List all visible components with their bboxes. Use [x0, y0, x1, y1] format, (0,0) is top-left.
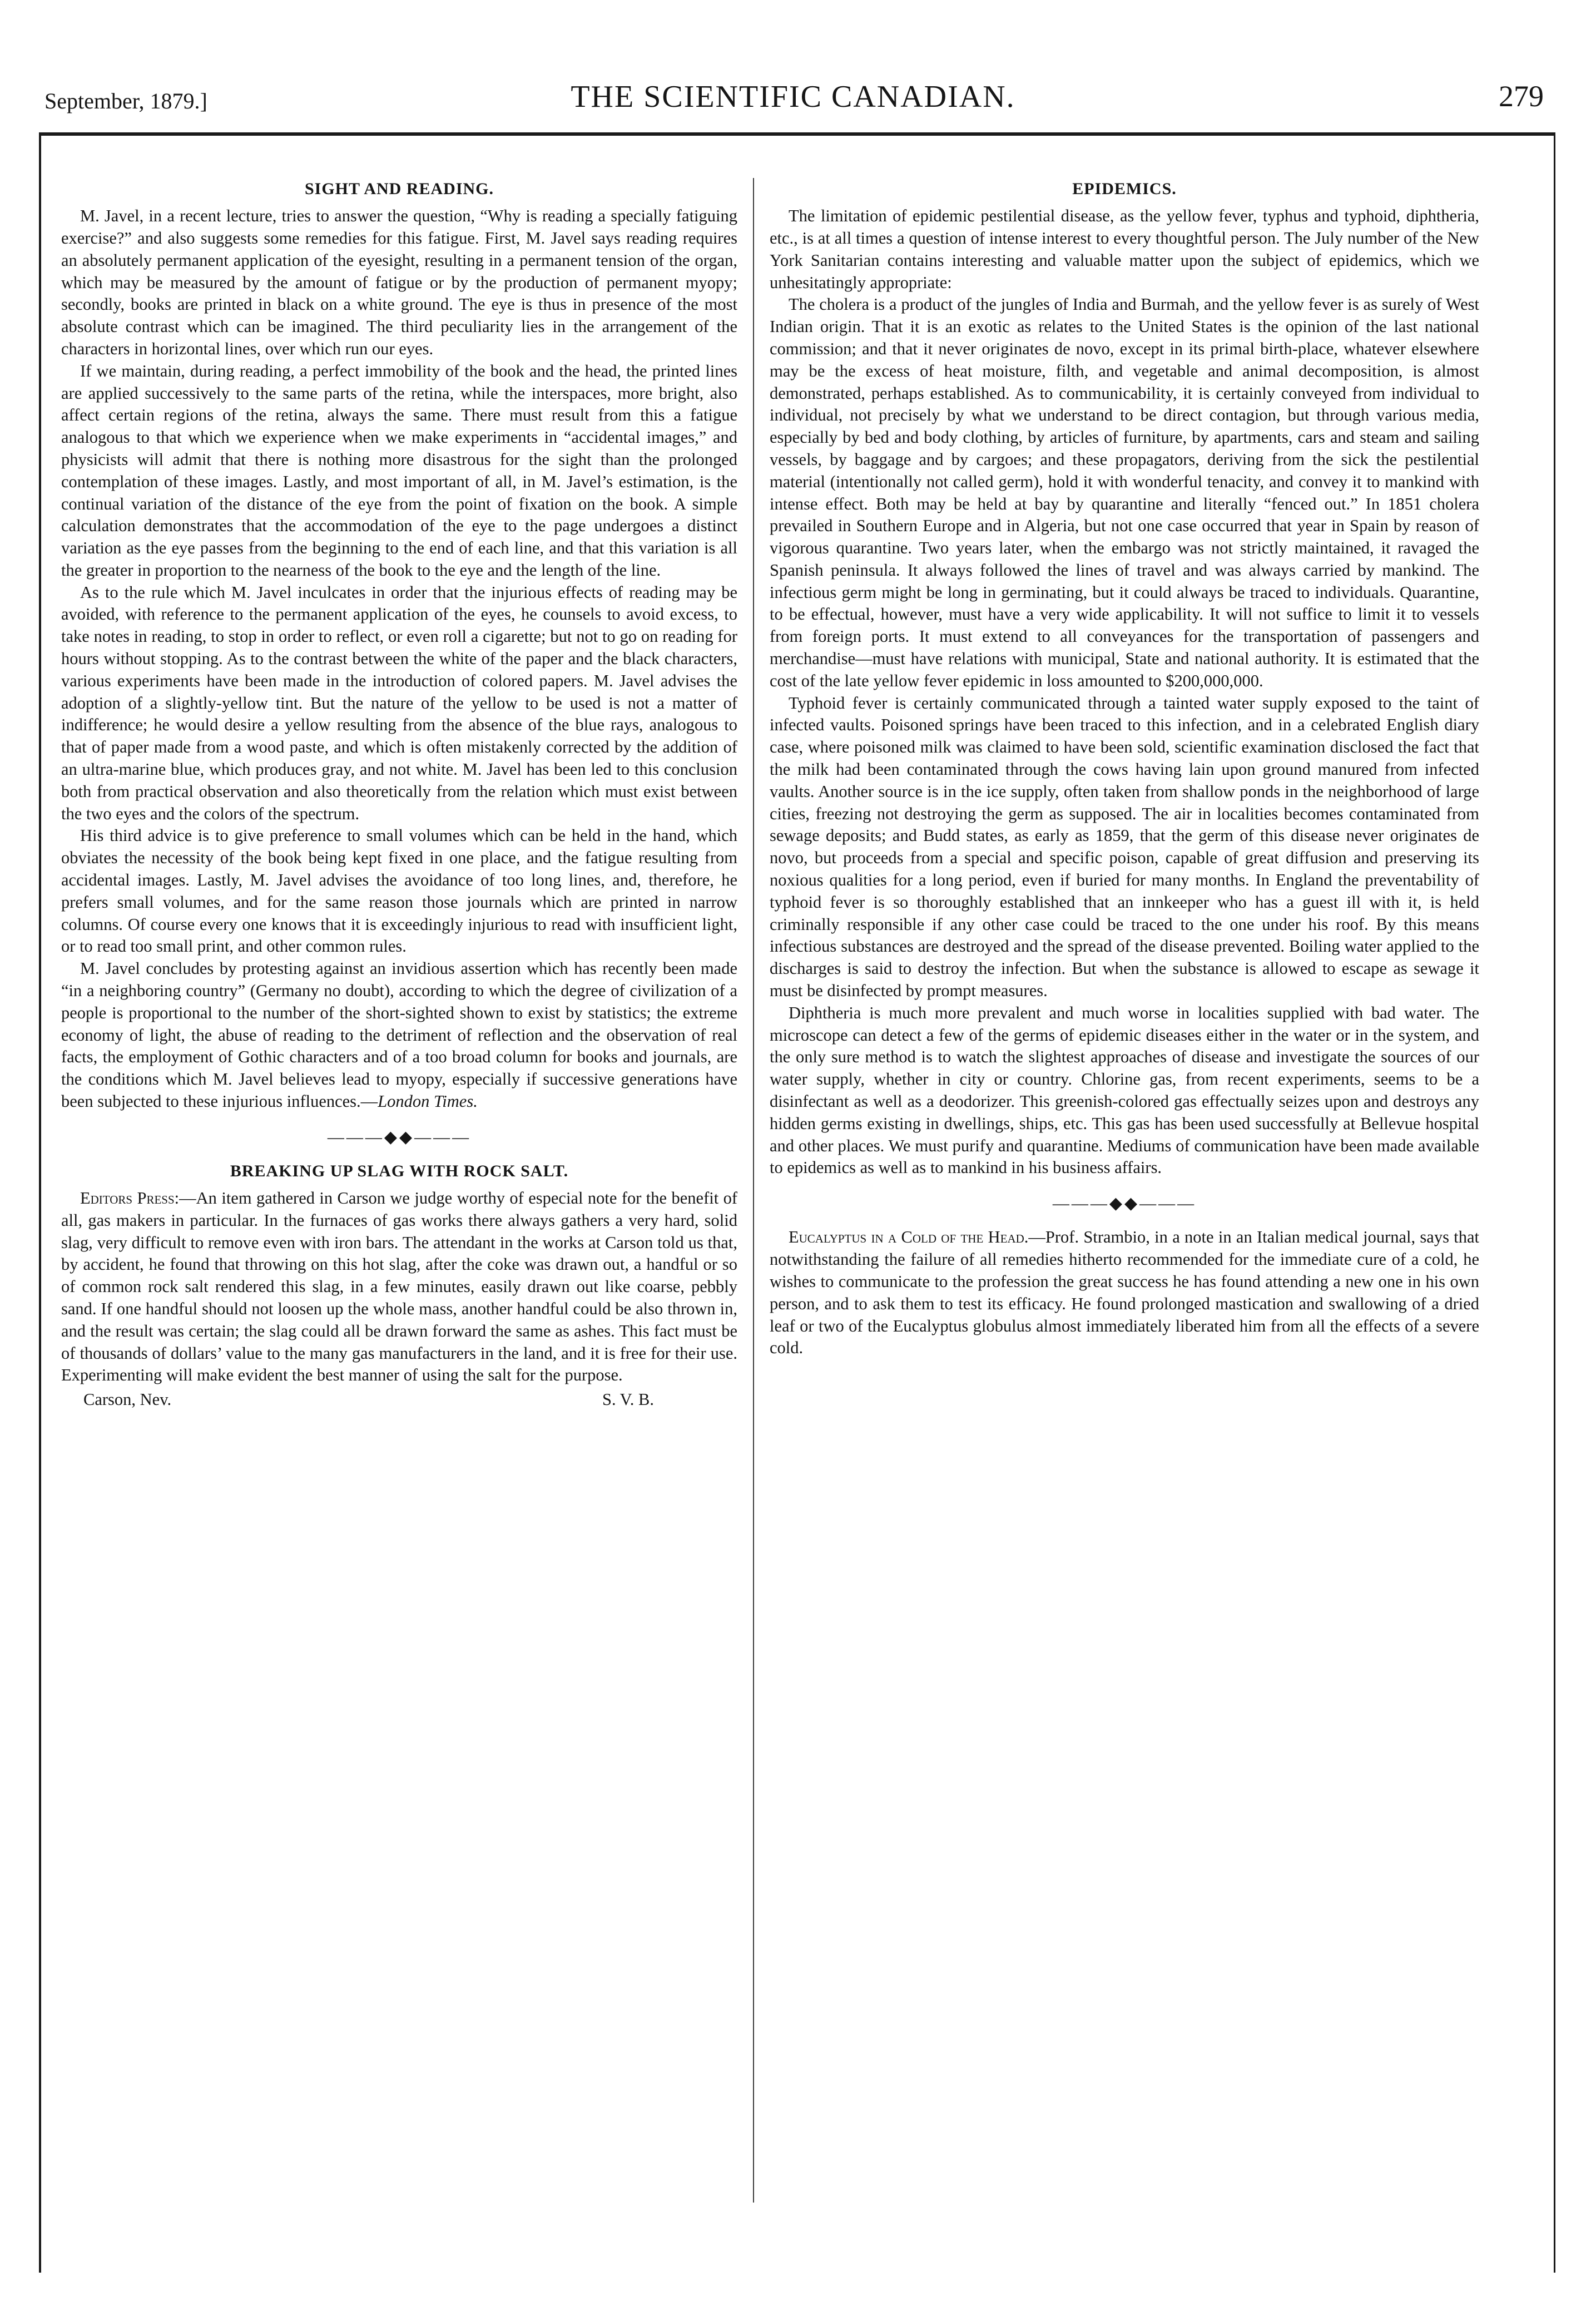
- article-paragraph: His third advice is to give preference to small volumes which can be held in the hand, which obviates the necessity of the book being kept fixed in one place, and the fatigue resulting from accidental images. Lastly, M. Javel advises the avoidance of too long lines, and, therefore, he prefers small volumes, and for the same reason those journals which are printed in narrow columns. Of course every one knows that it is exceedingly injurious to read with insufficient light, or to read too small print, and other common rules.: [61, 826, 737, 956]
- article-paragraph: M. Javel, in a recent lecture, tries to answer the question, “Why is reading a specially fatiguing exercise?” and also suggests some remedies for this fatigue. First, M. Javel says reading requires an absolutely permanent application of the eyesight, resulting in a permanent tension of the organ, which may be measured by the amount of fatigue or by the production of permanent myopy; secondly, books are printed in black on a white ground. The eye is thus in presence of the most absolute contrast which can be imagined. The third peculiarity lies in the arrangement of the characters in horizontal lines, over which run our eyes.: [61, 206, 737, 358]
- right-column: [770, 178, 1479, 2258]
- journal-title: THE SCIENTIFIC CANADIAN.: [571, 80, 1015, 114]
- article-paragraph: Typhoid fever is certainly communicated through a tainted water supply exposed to the taint of infected vaults. Poisoned springs have been traced to this infection, and in a celebrated English diary case, where poisoned milk was claimed to have been sold, scientific examination disclosed the fact that the milk had been contaminated through the cows having lain upon ground manured from infected vaults. Another source is in the ice supply, often taken from shallow ponds in the neighborhood of large cities, freezing not destroying the germ as supposed. The air in localities becomes contaminated from sewage deposits; and Budd states, as early as 1859, that the germ of this disease never originates de novo, but proceeds from a special and specific poison, capable of great diffusion and preserving its noxious qualities for a long period, even if buried for many months. In England the preventability of typhoid fever is so thoroughly established that an innkeeper who has a guest ill with it, is held criminally responsible if any other case could be traced to the one under his roof. By this means infectious substances are destroyed and the spread of the disease prevented. Boiling water applied to the discharges is said to destroy the infection. But when the substance is allowed to escape as sewage it must be disinfected by prompt measures.: [770, 693, 1479, 1001]
- article-source: London Times.: [378, 1092, 478, 1111]
- column-rule: [753, 178, 754, 2203]
- article-paragraph: The cholera is a product of the jungles of India and Burmah, and the yellow fever is as surely of West Indian origin. That it is an exotic as relates to the United States is the opinion of the last national commission; and that it never originates de novo, except in its primal birth-place, whatever elsewhere may be the excess of heat moisture, filth, and vegetable and animal decomposition, is almost demonstrated, perhaps established. As to communicability, it is certainly conveyed from individual to individual, not precisely by what we understand to be direct contagion, but through various media, especially by bed and body clothing, by articles of furniture, by apartments, cars and steam and sailing vessels, by baggage and by cargoes; and these propagators, deriving from the sick the pestilential material (intentionally not called germ), hold it with wonderful tenacity, and convey it to mankind with intense effect. Both may be held at bay by quarantine and literally “fenced out.” In 1851 cholera prevailed in Southern Europe and in Algeria, but not one case occurred that year in Spain by reason of vigorous quarantine. Two years later, when the embargo was not strictly maintained, it ravaged the Spanish peninsula. It always followed the lines of travel and was always carried by mankind. The infectious germ might be long in germinating, but it could always be traced to individuals. Quarantine, to be effectual, however, must have a very wide applicability. It will not suffice to limit it to vessels from foreign ports. It must extend to all conveyances for the transportation of passengers and merchandise—must have relations with municipal, State and national authority. It is estimated that the cost of the late yellow fever epidemic in loss amounted to $200,000,000.: [770, 295, 1479, 690]
- article-title-breaking-up-slag: BREAKING UP SLAG WITH ROCK SALT.: [230, 1161, 569, 1180]
- letter-salutation: Editors Press:: [80, 1189, 180, 1208]
- eucalyptus-paragraph: [770, 1226, 1479, 1359]
- article-paragraph: As to the rule which M. Javel inculcates in order that the injurious effects of reading may be avoided, with reference to the permanent application of the eyes, he counsels to avoid excess, to take notes in reading, to stop in order to reflect, or even roll a cigarette; but not to go on reading for hours without stopping. As to the contrast between the white of the paper and the black characters, various experiments have been made in the introduction of colored papers. M. Javel advises the adoption of a slightly-yellow tint. But the nature of the yellow to be used is not a matter of indifference; he would desire a yellow resulting from the absence of the blue rays, analogous to that of paper made from a wood paste, and which is often mistakenly corrected by the addition of an ultra-marine blue, which produces gray, and not white. M. Javel has been led to this conclusion both from practical observation and also theoretically from the relation which must exist between the two eyes and the colors of the spectrum.: [61, 582, 737, 823]
- letter-place: Carson, Nev.: [83, 1390, 172, 1409]
- letter-signature: S. V. B.: [602, 1390, 654, 1409]
- letter-paragraph: [61, 1187, 737, 1387]
- page-number: 279: [1499, 80, 1544, 113]
- issue-date: September, 1879.]: [44, 88, 207, 113]
- ornament-divider: ———◆◆———: [327, 1127, 472, 1146]
- left-column: [61, 178, 737, 2258]
- ornament-divider: ———◆◆———: [1052, 1194, 1197, 1213]
- article-paragraph: Diphtheria is much more prevalent and much worse in localities supplied with bad water. The microscope can detect a few of the germs of epidemic diseases either in the water or in the system, and the only sure method is to watch the slightest approaches of disease and investigate the sources of our water supply, whether in city or country. Chlorine gas, from recent experiments, seems to be a disinfectant as well as a deodorizer. This greenish-colored gas effectually seizes upon and destroys any hidden germs existing in dwellings, ships, etc. This gas has been used successfully at Bellevue hospital and other places. We must purify and quarantine. Mediums of communication have been made available to epidemics as well as to mankind in his business affairs.: [770, 1003, 1479, 1177]
- article-paragraph: The limitation of epidemic pestilential disease, as the yellow fever, typhus and typhoid, diphtheria, etc., is at all times a question of intense interest to every thoughtful person. The July number of the New York Sanitarian contains interesting and valuable matter upon the subject of epidemics, which we unhesitatingly appropriate:: [770, 206, 1479, 292]
- article-paragraph: [61, 958, 737, 1113]
- letter-text: —An item gathered in Carson we judge worthy of especial note for the benefit of all, gas makers in particular. In the furnaces of gas works there always gathers a very hard, solid slag, very difficult to remove even with iron bars. The attendant in the works at Carson told us that, by accident, he found that throwing on this hot slag, after the coke was drawn out, a handful or so of common rock salt rendered this slag, in a few minutes, easily drawn out like coarse, pebbly sand. If one handful should not loosen up the whole mass, another handful could be also thrown in, and the result was certain; the slag could all be drawn forward the same as ashes. This fact must be of thousands of dollars’ value to the many gas manufacturers in the land, and it is free for their use. Experimenting will make evident the best manner of using the salt for the purpose.: [61, 1189, 737, 1385]
- article-paragraph: If we maintain, during reading, a perfect immobility of the book and the head, the printed lines are applied successively to the same parts of the retina, while the interspaces, more bright, also affect certain regions of the retina, always the same. There must result from this a fatigue analogous to that which we experience when we make experiments in “accidental images,” and physicists will admit that there is nothing more disastrous for the sight than the prolonged contemplation of these images. Lastly, and most important of all, in M. Javel’s estimation, is the continual variation of the distance of the eye from the point of fixation on the book. A simple calculation demonstrates that the accommodation of the eye to the page undergoes a distinct variation as the eye passes from the beginning to the end of each line, and that this variation is all the greater in proportion to the nearness of the book to the eye and the length of the line.: [61, 361, 737, 580]
- letter-signoff: [61, 1387, 737, 1411]
- article-title-eucalyptus: Eucalyptus in a Cold of the Head.: [789, 1228, 1029, 1247]
- article-title-sight-and-reading: SIGHT AND READING.: [304, 180, 494, 198]
- eucalyptus-text: —Prof. Strambio, in a note in an Italian medical journal, says that notwithstanding the failure of all remedies hitherto recommended for the immediate cure of a cold, he wishes to communicate to the profession the great success he has found attending a new one in his own person, and to ask them to test its efficacy. He found prolonged mastication and swallowing of a dried leaf or two of the Eucalyptus globulus almost immediately liberated him from all the effects of a severe cold.: [770, 1228, 1479, 1358]
- article-title-epidemics: EPIDEMICS.: [1072, 180, 1177, 198]
- article-paragraph-text: M. Javel concludes by protesting against an invidious assertion which has recently been made “in a neighboring country” (Germany no doubt), according to which the degree of civilization of a people is proportional to the number of the short-sighted shown to exist by statistics; the extreme economy of light, the abuse of reading to the detriment of reflection and the observation of real facts, the employment of Gothic characters and of a too broad column for books and journals, are the conditions which M. Javel believes lead to myopy, especially if successive generations have been subjected to these injurious influences.—: [61, 959, 737, 1111]
- running-head: [31, 71, 1555, 121]
